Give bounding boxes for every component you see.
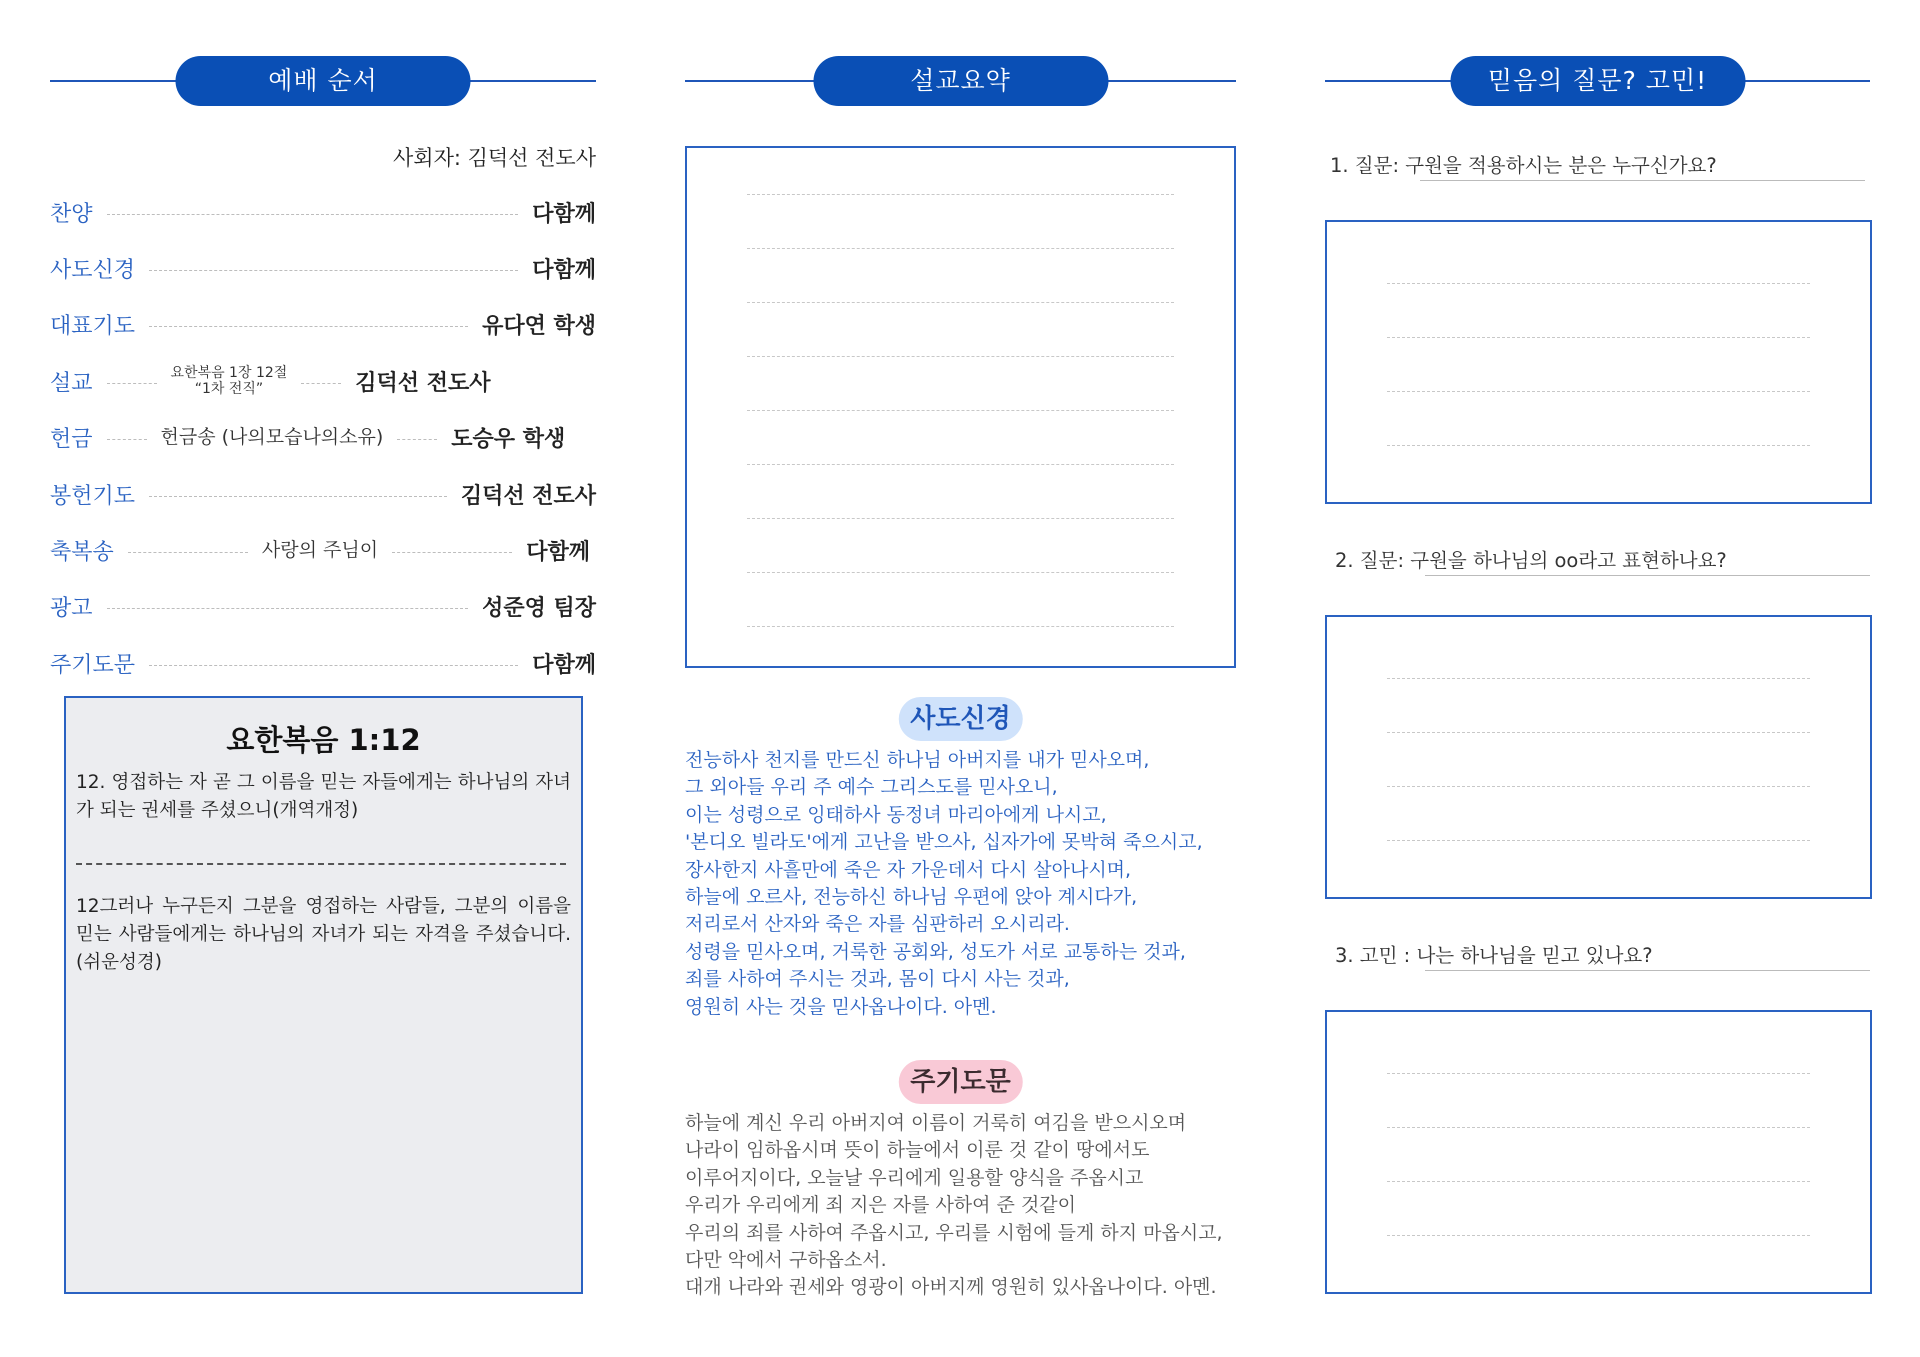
order-item-lords-prayer (50, 635, 596, 691)
creed-line: 전능하사 천지를 만드신 하나님 아버지를 내가 믿사오며, (685, 749, 1150, 771)
question-1 (1330, 150, 1865, 178)
sermon-title: “1차 전직” (194, 381, 264, 398)
order-item-leader: 김덕선 전도사 (460, 483, 596, 509)
creed-line: 하늘에 오르사, 전능하신 하나님 우편에 앉아 계시다가, (685, 886, 1138, 909)
answer-box-1[interactable] (1325, 220, 1872, 504)
leader-dots (301, 383, 341, 384)
order-item-offertory-prayer (50, 466, 596, 522)
faith-questions-header (1325, 56, 1870, 106)
sermon-summary-title: 설교요약 (813, 56, 1108, 106)
prayer-line: 우리의 죄를 사하여 주옵시고, 우리를 시험에 들게 하지 마옵시고, (685, 1221, 1223, 1244)
order-item-name: 주기도문 (50, 652, 136, 678)
sermon-passage (171, 365, 288, 397)
note-line (1387, 840, 1810, 841)
prayer-line: 하늘에 계신 우리 아버지여 이름이 거룩히 여김을 받으시오며 (685, 1112, 1187, 1134)
order-item-leader: 다함께 (532, 652, 596, 678)
leader-dots (149, 270, 518, 271)
order-item-name: 광고 (50, 596, 93, 622)
note-line (1387, 786, 1810, 787)
question-text: 3. 고민 : 나는 하나님을 믿고 있나요? (1335, 944, 1653, 967)
offering-song: 헌금송 (나의모습나의소유) (160, 425, 384, 448)
question-2 (1335, 545, 1870, 573)
lords-prayer-text (685, 1110, 1245, 1302)
apostles-creed-text (685, 747, 1245, 1021)
order-item-name: 대표기도 (50, 314, 136, 340)
creed-line: 그 외아들 우리 주 예수 그리스도를 믿사오니, (685, 776, 1058, 799)
note-line (1387, 732, 1810, 733)
leader-dots (128, 552, 248, 553)
note-line (1387, 1181, 1810, 1182)
creed-line: 영원히 사는 것을 믿사옵나이다. 아멘. (685, 995, 997, 1018)
prayer-line: 대개 나라와 권세와 영광이 아버지께 영원히 있사옵나이다. 아멘. (685, 1276, 1217, 1299)
worship-order-list (50, 184, 596, 692)
order-item-blessing-song (50, 522, 596, 578)
note-line (1387, 391, 1810, 392)
answer-box-3[interactable] (1325, 1010, 1872, 1294)
leader-dots (107, 439, 147, 440)
scripture-box (64, 696, 583, 1294)
apostles-creed-tag: 사도신경 (898, 697, 1022, 741)
note-line (747, 194, 1174, 195)
note-line (747, 464, 1174, 465)
moderator-label: 사회자: 김덕선 전도사 (393, 146, 596, 170)
order-item-leader: 다함께 (526, 540, 591, 566)
prayer-line: 다만 악에서 구하옵소서. (685, 1249, 887, 1272)
sermon-passage-ref: 요한복음 1장 12절 (170, 365, 288, 382)
order-item-name: 헌금 (50, 427, 93, 453)
creed-line: 죄를 사하여 주시는 것과, 몸이 다시 사는 것과, (685, 968, 1070, 991)
note-line (747, 626, 1174, 627)
order-item-name: 봉헌기도 (50, 483, 136, 509)
order-item-name: 사도신경 (50, 258, 136, 284)
sermon-summary-header (685, 56, 1236, 106)
order-item-praise (50, 184, 596, 240)
leader-dots (397, 439, 437, 440)
leader-dots (107, 214, 519, 215)
leader-dots (149, 326, 468, 327)
order-item-name: 축복송 (50, 540, 114, 566)
note-line (747, 356, 1174, 357)
prayer-line: 이루어지이다, 오늘날 우리에게 일용할 양식을 주옵시고 (685, 1166, 1144, 1189)
question-underline (1425, 575, 1870, 576)
note-line (747, 302, 1174, 303)
creed-line: 장사한지 사흘만에 죽은 자 가운데서 다시 살아나시며, (685, 858, 1132, 881)
note-line (747, 248, 1174, 249)
question-text: 2. 질문: 구원을 하나님의 oo라고 표현하나요? (1335, 549, 1727, 572)
lords-prayer-tag: 주기도문 (898, 1060, 1022, 1104)
leader-dots (149, 665, 518, 666)
creed-line: 이는 성령으로 잉태하사 동정녀 마리아에게 나시고, (685, 803, 1107, 826)
order-item-announcements (50, 579, 596, 635)
order-item-name: 찬양 (50, 201, 93, 227)
question-text: 1. 질문: 구원을 적용하시는 분은 누구신가요? (1330, 154, 1717, 177)
question-3 (1335, 940, 1870, 968)
worship-order-title: 예배 순서 (176, 56, 471, 106)
note-line (1387, 1073, 1810, 1074)
scripture-title: 요한복음 1:12 (226, 723, 421, 757)
note-line (747, 572, 1174, 573)
prayer-line: 우리가 우리에게 죄 지은 자를 사하여 준 것같이 (685, 1194, 1077, 1217)
scripture-text-easy: 12그러나 누구든지 그분을 영접하는 사람들, 그분의 이름을 믿는 사람들에게는 하나님의 자녀가 되는 자격을 주셨습니다.(쉬운성경) (76, 896, 571, 973)
order-item-leader: 성준영 팀장 (482, 596, 596, 622)
note-line (747, 410, 1174, 411)
blessing-song: 사랑의 주님이 (261, 538, 379, 561)
scripture-text-krv: 12. 영접하는 자 곧 그 이름을 믿는 자들에게는 하나님의 자녀가 되는 권세를 주셨으니(개역개정) (76, 772, 571, 821)
note-line (1387, 678, 1810, 679)
leader-dots (392, 552, 512, 553)
order-item-leader: 도승우 학생 (451, 427, 566, 453)
order-item-name: 설교 (50, 370, 93, 396)
order-item-leader: 다함께 (532, 258, 596, 284)
leader-dots (107, 383, 157, 384)
order-item-sermon (50, 353, 596, 409)
order-item-leader: 다함께 (532, 201, 596, 227)
faith-questions-title: 믿음의 질문? 고민! (1450, 56, 1745, 106)
order-item-prayer (50, 297, 596, 353)
note-line (1387, 445, 1810, 446)
order-item-creed (50, 240, 596, 296)
question-underline (1425, 970, 1870, 971)
leader-dots (149, 496, 447, 497)
sermon-notes-box[interactable] (685, 146, 1236, 668)
scripture-divider (76, 863, 566, 865)
note-line (747, 518, 1174, 519)
note-line (1387, 337, 1810, 338)
creed-line: 저리로서 산자와 죽은 자를 심판하러 오시리라. (685, 913, 1070, 936)
creed-line: 성령을 믿사오며, 거룩한 공회와, 성도가 서로 교통하는 것과, (685, 940, 1186, 963)
question-underline (1420, 180, 1865, 181)
note-line (1387, 1127, 1810, 1128)
order-item-offering (50, 410, 596, 466)
leader-dots (107, 608, 469, 609)
creed-line: '본디오 빌라도'에게 고난을 받으사, 십자가에 못박혀 죽으시고, (685, 831, 1203, 854)
order-item-leader: 유다연 학생 (482, 314, 596, 340)
prayer-line: 나라이 임하옵시며 뜻이 하늘에서 이룬 것 같이 땅에서도 (685, 1139, 1150, 1162)
order-item-leader: 김덕선 전도사 (355, 370, 491, 396)
note-line (1387, 1235, 1810, 1236)
note-line (1387, 283, 1810, 284)
answer-box-2[interactable] (1325, 615, 1872, 899)
worship-order-header (50, 56, 596, 106)
